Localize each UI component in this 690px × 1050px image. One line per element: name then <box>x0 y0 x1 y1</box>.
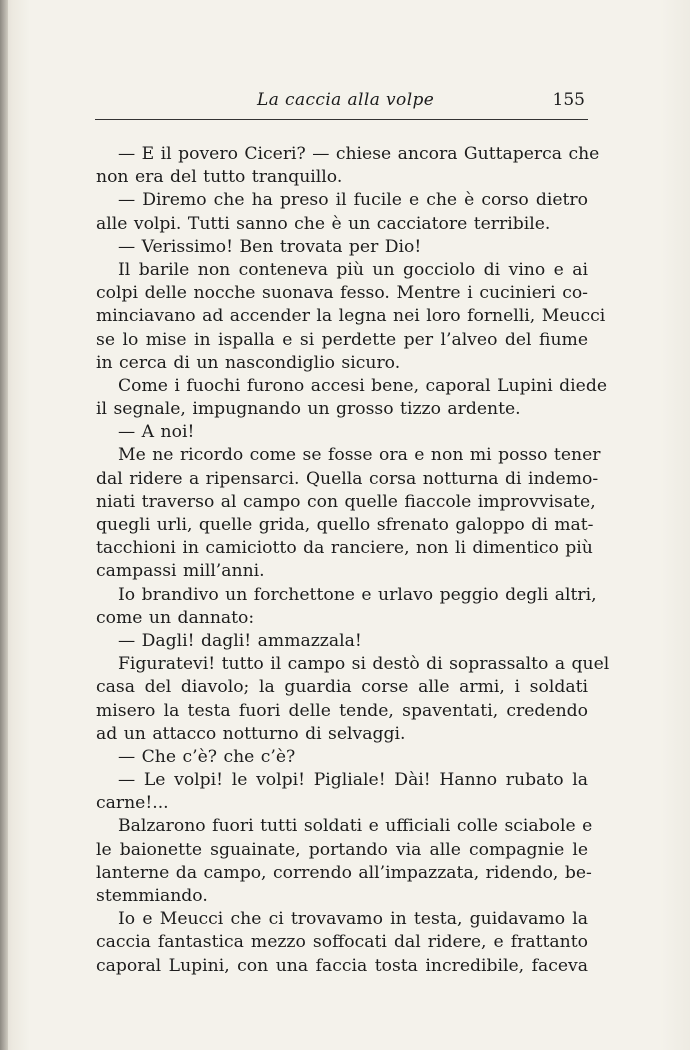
text-line: carne!... <box>96 793 169 814</box>
running-head <box>95 88 587 114</box>
text-line: Figuratevi! tutto il campo si destò di soprassalto a quel <box>118 654 610 675</box>
text-line: misero la testa fuori delle tende, spaventati, credendo <box>96 700 588 721</box>
text-line: se lo mise in ispalla e si perdette per l’alveo del fiume <box>96 329 588 350</box>
body-text <box>96 143 610 978</box>
text-line: — Che c’è? che c’è? <box>118 746 296 767</box>
text-line: quegli urli, quelle grida, quello sfrenato galoppo di mat- <box>96 515 594 535</box>
header-rule <box>95 119 588 120</box>
running-title: La caccia alla volpe <box>257 90 435 110</box>
text-line: minciavano ad accender la legna nei loro fornelli, Meucci <box>96 306 606 327</box>
text-line: — A noi! <box>118 422 195 443</box>
text-line: dal ridere a ripensarci. Quella corsa notturna di indemo- <box>96 468 599 489</box>
text-line: colpi delle nocche suonava fesso. Mentre i cucinieri co- <box>96 283 588 304</box>
text-line: stemmiando. <box>96 886 208 906</box>
text-line: lanterne da campo, correndo all’impazzata, ridendo, be- <box>96 862 592 883</box>
text-line: — E il povero Ciceri? — chiese ancora Guttaperca che <box>118 144 600 164</box>
text-line: — Diremo che ha preso il fucile e che è corso dietro <box>118 190 588 211</box>
text-line: Io brandivo un forchettone e urlavo peggio degli altri, <box>118 584 597 605</box>
text-line: — Le volpi! le volpi! Pigliale! Dài! Hanno rubato la <box>118 770 588 791</box>
text-line: in cerca di un nascondiglio sicuro. <box>96 352 401 373</box>
text-line: — Dagli! dagli! ammazzala! <box>118 630 362 651</box>
text-line: casa del diavolo; la guardia corse alle armi, i soldati <box>96 677 588 698</box>
text-line: alle volpi. Tutti sanno che è un cacciatore terribile. <box>96 213 551 234</box>
page-binding-edge <box>0 0 8 1050</box>
text-line: tacchioni in camiciotto da ranciere, non li dimentico più <box>96 538 593 559</box>
text-line: Il barile non conteneva più un gocciolo di vino e ai <box>118 259 588 280</box>
page-number: 155 <box>552 90 585 110</box>
text-line: — Verissimo! Ben trovata per Dio! <box>118 236 422 257</box>
text-line: le baionette sguainate, portando via alle compagnie le <box>96 839 588 860</box>
text-line: campassi mill’anni. <box>96 561 265 582</box>
text-line: caporal Lupini, con una faccia tosta incredibile, faceva <box>96 955 588 976</box>
text-line: caccia fantastica mezzo soffocati dal ridere, e frattanto <box>96 932 588 953</box>
text-line: Me ne ricordo come se fosse ora e non mi posso tener <box>118 445 601 466</box>
text-line: il segnale, impugnando un grosso tizzo ardente. <box>96 399 521 420</box>
text-line: Balzarono fuori tutti soldati e ufficiali colle sciabole e <box>118 816 593 837</box>
text-line: ad un attacco notturno di selvaggi. <box>96 723 406 744</box>
text-line: niati traverso al campo con quelle fiaccole improvvisate, <box>96 491 596 512</box>
text-line: Come i fuochi furono accesi bene, caporal Lupini diede <box>118 375 607 396</box>
text-line: Io e Meucci che ci trovavamo in testa, guidavamo la <box>118 909 588 930</box>
text-line: non era del tutto tranquillo. <box>96 167 343 188</box>
text-line: come un dannato: <box>96 607 255 628</box>
